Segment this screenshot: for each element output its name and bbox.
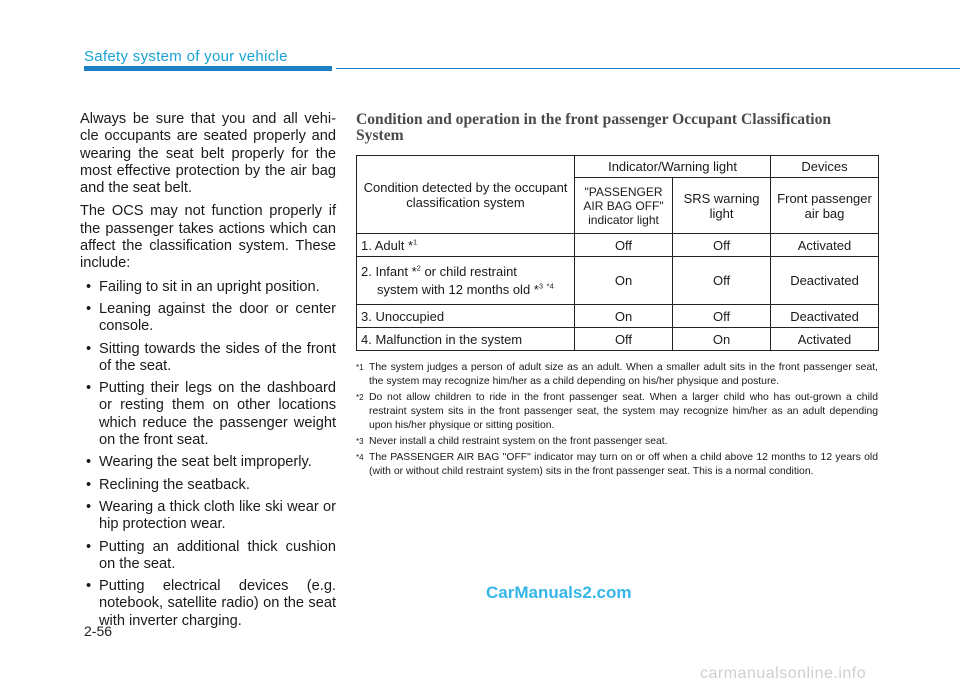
list-item: • Sitting towards the sides of the front of the seat. xyxy=(80,341,336,376)
list-item: • Leaning against the door or center console. xyxy=(80,301,336,336)
srs-cell: Off xyxy=(673,257,771,305)
device-cell: Deactivated xyxy=(771,257,879,305)
condition-cell: 1. Adult *$^1$ xyxy=(357,234,575,257)
left-column xyxy=(80,111,336,635)
action-list xyxy=(80,279,336,630)
list-item: • Putting an additional thick cushion on the seat. xyxy=(80,539,336,574)
table-row xyxy=(357,257,879,305)
header-title: Safety system of your vehicle xyxy=(84,48,288,65)
footnote xyxy=(356,451,878,479)
passenger-airbag-off-header: "PASSENGER AIR BAG OFF" indicator light xyxy=(575,178,673,234)
srs-cell: On xyxy=(673,328,771,351)
indicator-group-header: Indicator/Warning light xyxy=(575,156,771,178)
footnote-mark: *1 xyxy=(356,363,364,372)
site-watermark: carmanualsonline.info xyxy=(700,665,867,682)
ocs-paragraph: The OCS may not function properly if the passenger takes actions which can affect the classification system. These include: xyxy=(80,203,336,272)
condition-cell: 4. Malfunction in the system xyxy=(357,328,575,351)
footnote-mark: *2 xyxy=(356,393,364,402)
footnote xyxy=(356,435,878,449)
footnote xyxy=(356,361,878,389)
list-item: • Wearing a thick cloth like ski wear or hip protection wear. xyxy=(80,499,336,534)
srs-cell: Off xyxy=(673,305,771,328)
header-bar xyxy=(84,66,332,71)
pab-cell: On xyxy=(575,257,673,305)
footnote-mark: *4 xyxy=(356,453,364,462)
device-cell: Activated xyxy=(771,234,879,257)
section-title: Condition and operation in the front passenger Occupant Classification System xyxy=(356,111,832,144)
list-item: • Wearing the seat belt improperly. xyxy=(80,454,336,471)
list-item: • Reclining the seatback. xyxy=(80,477,336,494)
right-column xyxy=(356,112,878,481)
front-passenger-airbag-header: Front passenger air bag xyxy=(771,178,879,234)
footnotes xyxy=(356,361,878,479)
watermark-link[interactable]: CarManuals2.com xyxy=(486,583,632,602)
list-item: • Failing to sit in an upright position. xyxy=(80,279,336,296)
footnote-text: The system judges a person of adult size as an adult. When a smaller adult sits in the front passenger seat, the system may recognize him/her as a child depending on his/her physique and posture. xyxy=(369,362,878,387)
page-number: 2-56 xyxy=(84,623,113,639)
table-row xyxy=(357,234,879,257)
device-cell: Activated xyxy=(771,328,879,351)
srs-warning-header: SRS warning light xyxy=(673,178,771,234)
condition-header: Condition detected by the occupant classification system xyxy=(357,156,575,234)
srs-cell: Off xyxy=(673,234,771,257)
header-rule xyxy=(336,68,960,69)
footnote-text: Never install a child restraint system on the front passenger seat. xyxy=(369,436,668,447)
ocs-table xyxy=(356,155,879,351)
footnote-text: Do not allow children to ride in the front passenger seat. When a larger child who has out-grown a child restraint system sits in the front passenger seat, the system may recognize him/her as an adult depending upon his/her physique or sitting position. xyxy=(369,392,878,431)
pab-cell: Off xyxy=(575,328,673,351)
devices-group-header: Devices xyxy=(771,156,879,178)
condition-cell: 3. Unoccupied xyxy=(357,305,575,328)
list-item: • Putting their legs on the dashboard or resting them on other locations which reduce the passenger weight on the front seat. xyxy=(80,380,336,449)
table-row xyxy=(357,328,879,351)
condition-cell: 2. Infant *$^2$ or child restraint system with 12 months old *$^3$ $^{*4}$ xyxy=(357,257,575,305)
intro-paragraph: Always be sure that you and all vehi-cle occupants are seated properly and wearing the seat belt properly for the most effective protection by the air bag and the seat belt. xyxy=(80,111,336,197)
footnote-text: The PASSENGER AIR BAG "OFF" indicator may turn on or off when a child above 12 months to 12 years old (with or without child restraint system) sits in the front passenger seat. This is a normal condition. xyxy=(369,452,878,477)
pab-cell: On xyxy=(575,305,673,328)
footnote xyxy=(356,391,878,433)
footnote-mark: *3 xyxy=(356,437,364,446)
device-cell: Deactivated xyxy=(771,305,879,328)
list-item: • Putting electrical devices (e.g. notebook, satellite radio) on the seat with inverter charging. xyxy=(80,578,336,630)
table-row xyxy=(357,305,879,328)
pab-cell: Off xyxy=(575,234,673,257)
